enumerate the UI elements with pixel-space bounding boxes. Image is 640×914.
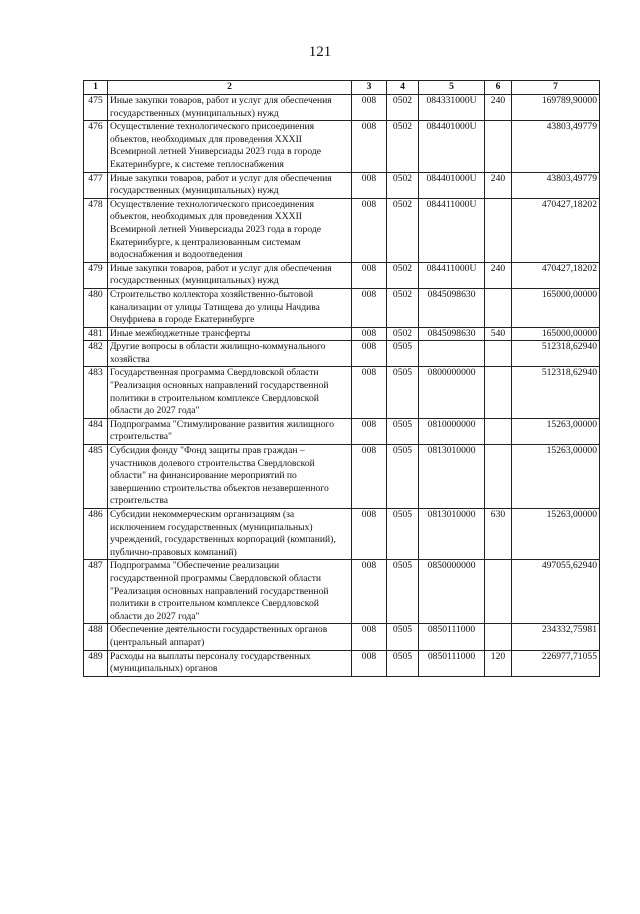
amount-cell: 497055,62940 <box>512 560 600 624</box>
expense-type-cell <box>485 198 512 262</box>
section-code-cell: 0505 <box>387 418 419 444</box>
target-code-cell: 0800000000 <box>419 367 485 418</box>
admin-code-cell: 008 <box>352 560 387 624</box>
description-cell: Другие вопросы в области жилищно-коммунального хозяйства <box>108 341 352 367</box>
expense-type-cell: 240 <box>485 95 512 121</box>
admin-code-cell: 008 <box>352 327 387 341</box>
admin-code-cell: 008 <box>352 445 387 509</box>
expense-type-cell: 240 <box>485 172 512 198</box>
target-code-cell: 084401000U <box>419 121 485 172</box>
description-cell: Субсидии некоммерческим организациям (за исключением государственных (муниципальных) учреждений, государственных корпораций (компаний), публично-правовых компаний) <box>108 509 352 560</box>
expense-type-cell: 630 <box>485 509 512 560</box>
target-code-cell: 0810000000 <box>419 418 485 444</box>
description-cell: Расходы на выплаты персоналу государственных (муниципальных) органов <box>108 650 352 676</box>
section-code-cell: 0505 <box>387 650 419 676</box>
row-number-cell: 486 <box>84 509 108 560</box>
section-code-cell: 0505 <box>387 509 419 560</box>
table-row <box>84 418 600 444</box>
target-code-cell: 084331000U <box>419 95 485 121</box>
section-code-cell: 0502 <box>387 172 419 198</box>
expense-type-cell <box>485 341 512 367</box>
column-header: 6 <box>485 81 512 95</box>
expense-type-cell <box>485 288 512 327</box>
table-row <box>84 288 600 327</box>
description-cell: Подпрограмма "Обеспечение реализации государственной программы Свердловской области "Реализация основных направлений государственной политики в строительном комплексе Свердловской области до 2027 года" <box>108 560 352 624</box>
amount-cell: 226977,71055 <box>512 650 600 676</box>
table-row <box>84 95 600 121</box>
amount-cell: 15263,00000 <box>512 509 600 560</box>
page-number: 121 <box>308 44 332 60</box>
admin-code-cell: 008 <box>352 341 387 367</box>
target-code-cell: 0850000000 <box>419 560 485 624</box>
description-cell: Иные закупки товаров, работ и услуг для обеспечения государственных (муниципальных) нужд <box>108 95 352 121</box>
column-header: 2 <box>108 81 352 95</box>
table-row <box>84 198 600 262</box>
table-row <box>84 121 600 172</box>
admin-code-cell: 008 <box>352 288 387 327</box>
row-number-cell: 477 <box>84 172 108 198</box>
row-number-cell: 482 <box>84 341 108 367</box>
row-number-cell: 483 <box>84 367 108 418</box>
table-row <box>84 624 600 650</box>
table-row <box>84 509 600 560</box>
row-number-cell: 488 <box>84 624 108 650</box>
admin-code-cell: 008 <box>352 650 387 676</box>
target-code-cell: 0813010000 <box>419 509 485 560</box>
section-code-cell: 0502 <box>387 198 419 262</box>
column-header: 5 <box>419 81 485 95</box>
section-code-cell: 0502 <box>387 95 419 121</box>
admin-code-cell: 008 <box>352 121 387 172</box>
amount-cell: 470427,18202 <box>512 198 600 262</box>
expense-type-cell <box>485 624 512 650</box>
expense-type-cell <box>485 445 512 509</box>
section-code-cell: 0502 <box>387 327 419 341</box>
amount-cell: 165000,00000 <box>512 288 600 327</box>
description-cell: Подпрограмма "Стимулирование развития жилищного строительства" <box>108 418 352 444</box>
description-cell: Иные закупки товаров, работ и услуг для обеспечения государственных (муниципальных) нужд <box>108 172 352 198</box>
target-code-cell: 0845098630 <box>419 288 485 327</box>
table-row <box>84 445 600 509</box>
column-header: 7 <box>512 81 600 95</box>
budget-table <box>83 80 600 677</box>
amount-cell: 43803,49779 <box>512 121 600 172</box>
row-number-cell: 475 <box>84 95 108 121</box>
target-code-cell: 0845098630 <box>419 327 485 341</box>
amount-cell: 234332,75981 <box>512 624 600 650</box>
table-header-row <box>84 81 600 95</box>
target-code-cell: 084411000U <box>419 198 485 262</box>
admin-code-cell: 008 <box>352 262 387 288</box>
section-code-cell: 0505 <box>387 560 419 624</box>
table-body <box>84 95 600 677</box>
section-code-cell: 0505 <box>387 445 419 509</box>
table-row <box>84 560 600 624</box>
description-cell: Субсидия фонду "Фонд защиты прав граждан – участников долевого строительства Свердловской области" на финансирование мероприятий по завершению строительства объектов незавершенного строительства <box>108 445 352 509</box>
amount-cell: 15263,00000 <box>512 418 600 444</box>
admin-code-cell: 008 <box>352 624 387 650</box>
table-row <box>84 327 600 341</box>
admin-code-cell: 008 <box>352 367 387 418</box>
admin-code-cell: 008 <box>352 509 387 560</box>
amount-cell: 169789,90000 <box>512 95 600 121</box>
amount-cell: 512318,62940 <box>512 341 600 367</box>
table-row <box>84 341 600 367</box>
section-code-cell: 0505 <box>387 624 419 650</box>
expense-type-cell <box>485 367 512 418</box>
table-row <box>84 172 600 198</box>
amount-cell: 512318,62940 <box>512 367 600 418</box>
row-number-cell: 479 <box>84 262 108 288</box>
table-row <box>84 262 600 288</box>
target-code-cell: 084401000U <box>419 172 485 198</box>
column-header: 1 <box>84 81 108 95</box>
table-row <box>84 650 600 676</box>
target-code-cell: 0850111000 <box>419 650 485 676</box>
expense-type-cell <box>485 418 512 444</box>
row-number-cell: 476 <box>84 121 108 172</box>
section-code-cell: 0505 <box>387 367 419 418</box>
row-number-cell: 481 <box>84 327 108 341</box>
description-cell: Иные закупки товаров, работ и услуг для обеспечения государственных (муниципальных) нужд <box>108 262 352 288</box>
admin-code-cell: 008 <box>352 198 387 262</box>
expense-type-cell: 240 <box>485 262 512 288</box>
expense-type-cell <box>485 560 512 624</box>
admin-code-cell: 008 <box>352 172 387 198</box>
row-number-cell: 487 <box>84 560 108 624</box>
row-number-cell: 485 <box>84 445 108 509</box>
section-code-cell: 0502 <box>387 262 419 288</box>
row-number-cell: 484 <box>84 418 108 444</box>
target-code-cell: 0813010000 <box>419 445 485 509</box>
amount-cell: 43803,49779 <box>512 172 600 198</box>
target-code-cell: 084411000U <box>419 262 485 288</box>
admin-code-cell: 008 <box>352 418 387 444</box>
section-code-cell: 0502 <box>387 121 419 172</box>
column-header: 3 <box>352 81 387 95</box>
target-code-cell <box>419 341 485 367</box>
description-cell: Иные межбюджетные трансферты <box>108 327 352 341</box>
table-row <box>84 367 600 418</box>
amount-cell: 165000,00000 <box>512 327 600 341</box>
expense-type-cell <box>485 121 512 172</box>
section-code-cell: 0505 <box>387 341 419 367</box>
description-cell: Осуществление технологического присоединения объектов, необходимых для проведения XXXII Всемирной летней Универсиады 2023 года в городе Екатеринбурге, к централизованным системам водоснабжения и водоотведения <box>108 198 352 262</box>
description-cell: Обеспечение деятельности государственных органов (центральный аппарат) <box>108 624 352 650</box>
admin-code-cell: 008 <box>352 95 387 121</box>
row-number-cell: 489 <box>84 650 108 676</box>
amount-cell: 15263,00000 <box>512 445 600 509</box>
description-cell: Осуществление технологического присоединения объектов, необходимых для проведения XXXII Всемирной летней Универсиады 2023 года в городе Екатеринбурге, к системе теплоснабжения <box>108 121 352 172</box>
row-number-cell: 480 <box>84 288 108 327</box>
description-cell: Строительство коллектора хозяйственно-бытовой канализации от улицы Татищева до улицы Начдива Онуфриева в городе Екатеринбурге <box>108 288 352 327</box>
section-code-cell: 0502 <box>387 288 419 327</box>
row-number-cell: 478 <box>84 198 108 262</box>
column-header: 4 <box>387 81 419 95</box>
target-code-cell: 0850111000 <box>419 624 485 650</box>
description-cell: Государственная программа Свердловской области "Реализация основных направлений государственной политики в строительном комплексе Свердловской области до 2027 года" <box>108 367 352 418</box>
expense-type-cell: 540 <box>485 327 512 341</box>
amount-cell: 470427,18202 <box>512 262 600 288</box>
expense-type-cell: 120 <box>485 650 512 676</box>
